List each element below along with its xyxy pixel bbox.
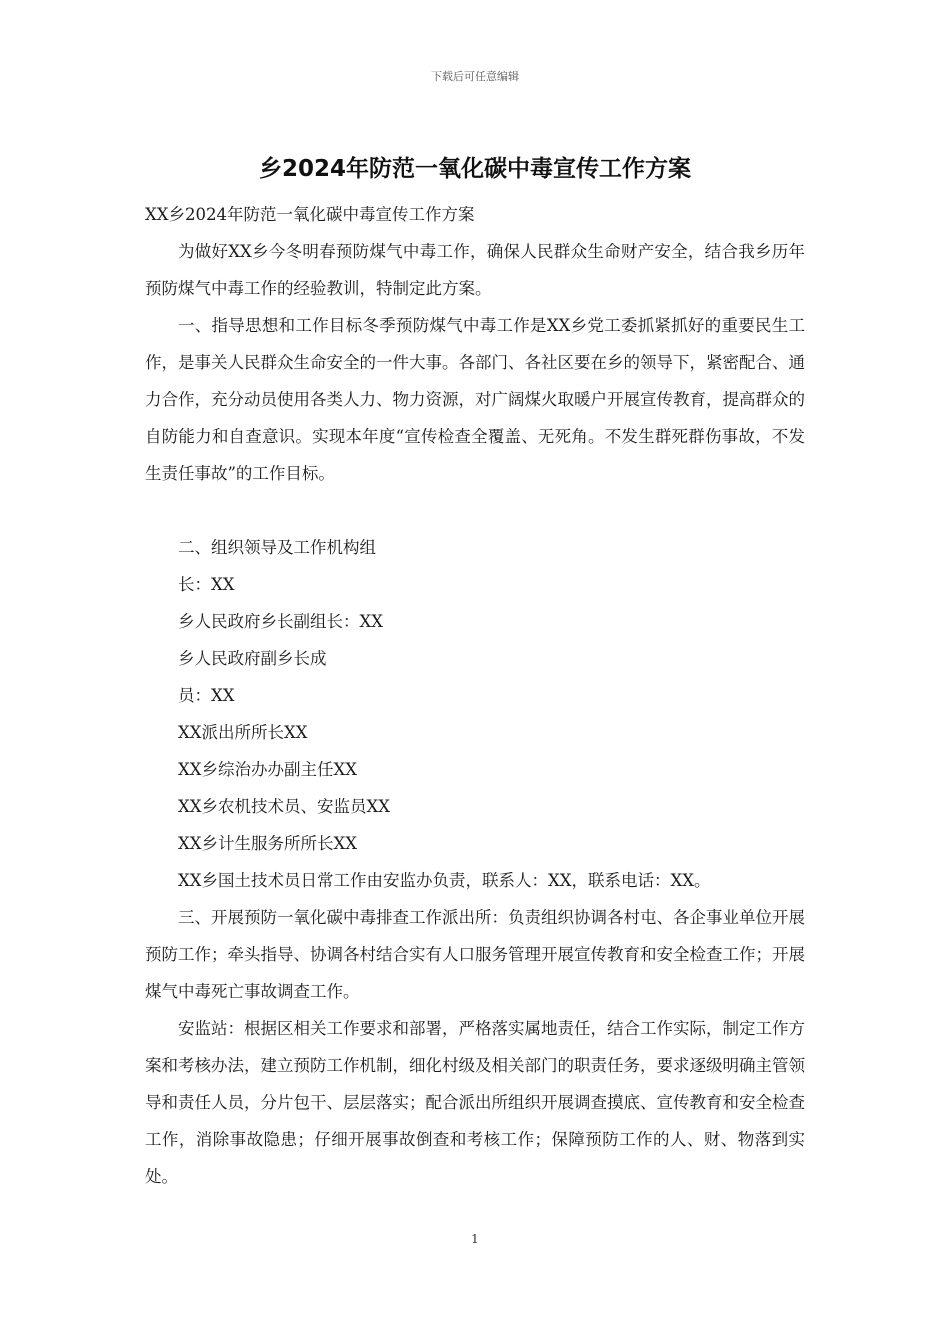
paragraph-gap bbox=[145, 492, 805, 529]
intro-paragraph: 为做好XX乡今冬明春预防煤气中毒工作，确保人民群众生命财产安全，结合我乡历年预防煤气中毒工作的经验教训，特制定此方案。 bbox=[145, 242, 805, 298]
org-line: 乡人民政府副乡长成 bbox=[178, 649, 327, 668]
org-line: 员：XX bbox=[178, 686, 235, 705]
org-line: XX乡综治办办副主任XX bbox=[178, 760, 357, 779]
page-number: 1 bbox=[471, 1232, 479, 1246]
page-header-note: 下载后可任意编辑 bbox=[431, 70, 519, 83]
anjian-paragraph: 安监站：根据区相关工作要求和部署，严格落实属地责任，结合工作实际，制定工作方案和考核办法，建立预防工作机制，细化村级及相关部门的职责任务，要求逐级明确主管领导和责任人员，分片包干、层层落实；配合派出所组织开展调查摸底、宣传教育和安全检查工作，消除事故隐患；仔细开展事故倒查和考核工作；保障预防工作的人、财、物落到实处。 bbox=[145, 1019, 805, 1186]
org-line: 乡人民政府乡长副组长：XX bbox=[178, 612, 383, 631]
section-1-paragraph: 一、指导思想和工作目标冬季预防煤气中毒工作是XX乡党工委抓紧抓好的重要民生工作，是事关人民群众生命安全的一件大事。各部门、各社区要在乡的领导下，紧密配合、通力合作，充分动员使用各类人力、物力资源，对广阔煤火取暖户开展宣传教育，提高群众的自防能力和自查意识。实现本年度“宣传检查全覆盖、无死角。不发生群死群伤事故，不发生责任事故”的工作目标。 bbox=[145, 316, 805, 483]
org-line: XX乡计生服务所所长XX bbox=[178, 834, 357, 853]
org-line: 二、组织领导及工作机构组 bbox=[178, 538, 376, 557]
org-line: XX乡农机技术员、安监员XX bbox=[178, 797, 390, 816]
document-title: 乡2024年防范一氧化碳中毒宣传工作方案 bbox=[258, 156, 691, 182]
org-line: XX乡国土技术员日常工作由安监办负责，联系人：XX，联系电话：XX。 bbox=[178, 871, 711, 890]
document-subtitle: XX乡2024年防范一氧化碳中毒宣传工作方案 bbox=[145, 205, 475, 224]
section-3-paragraph: 三、开展预防一氧化碳中毒排查工作派出所：负责组织协调各村屯、各企事业单位开展预防工作；牵头指导、协调各村结合实有人口服务管理开展宣传教育和安全检查工作；开展煤气中毒死亡事故调查工作。 bbox=[145, 908, 805, 1001]
org-line: XX派出所所长XX bbox=[178, 723, 308, 742]
document-body bbox=[145, 196, 805, 1195]
org-line: 长：XX bbox=[178, 575, 235, 594]
